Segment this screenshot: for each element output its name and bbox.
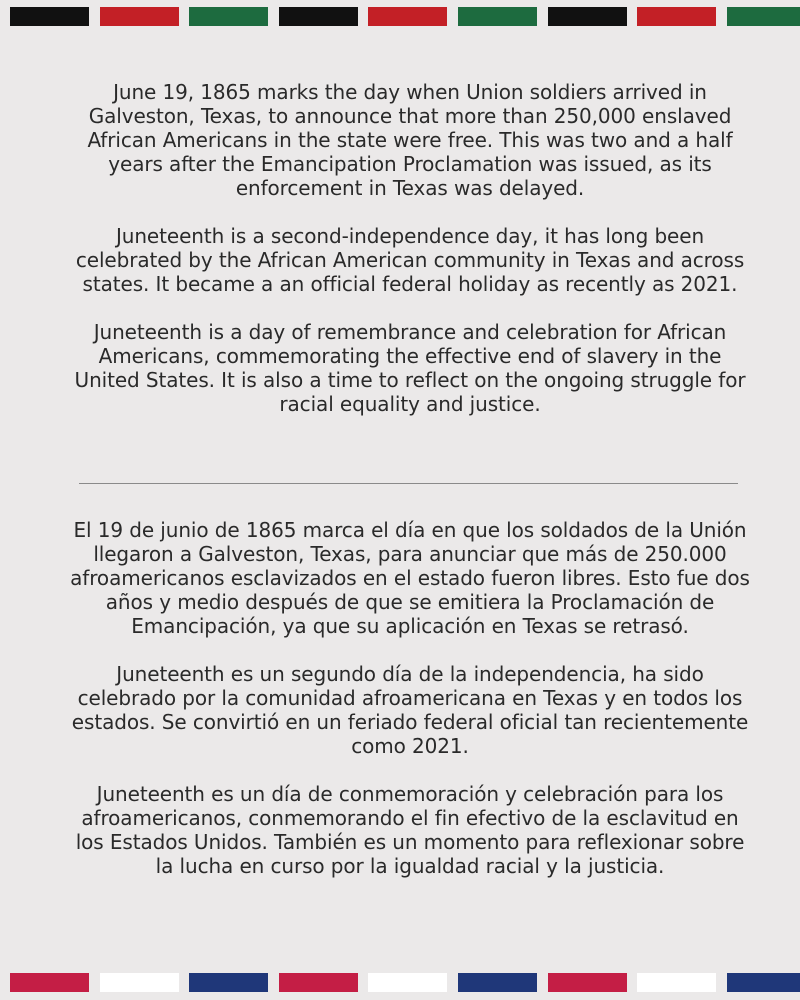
top-stripe — [189, 7, 268, 26]
top-stripe — [279, 7, 358, 26]
bottom-stripe — [368, 973, 447, 992]
english-paragraph-remembrance: Juneteenth is a day of remembrance and celebration for African Americans, commemorating the effective end of slavery in the United States. It is also a time to reflect on the ongoing struggle for racial equality and justice. — [74, 320, 746, 416]
top-stripe — [548, 7, 627, 26]
bottom-color-stripes — [0, 973, 800, 992]
spanish-paragraph-independence: Juneteenth es un segundo día de la independencia, ha sido celebrado por la comunidad afroamericana en Texas y en todos los estados. Se convirtió en un feriado federal oficial tan recientemente como 2021. — [71, 662, 749, 758]
bottom-stripe — [279, 973, 358, 992]
bottom-stripe — [727, 973, 800, 992]
bottom-stripe — [637, 973, 716, 992]
spanish-paragraph-remembrance: Juneteenth es un día de conmemoración y celebración para los afroamericanos, conmemorando el fin efectivo de la esclavitud en los Estados Unidos. También es un momento para reflexionar sobre la lucha en curso por la igualdad racial y la justicia. — [75, 782, 745, 878]
bottom-stripe — [189, 973, 268, 992]
bottom-stripe — [10, 973, 89, 992]
bottom-stripe — [458, 973, 537, 992]
top-stripe — [100, 7, 179, 26]
top-color-stripes — [0, 7, 800, 26]
bottom-stripe — [548, 973, 627, 992]
spanish-paragraph-history: El 19 de junio de 1865 marca el día en que los soldados de la Unión llegaron a Galveston, Texas, para anunciar que más de 250.000 afroamericanos esclavizados en el estado fueron libres. Esto fue dos años y medio después de que se emitiera la Proclamación de Emancipación, ya que su aplicación en Texas se retrasó. — [70, 518, 750, 638]
language-divider — [79, 483, 738, 484]
english-paragraph-independence: Juneteenth is a second-independence day, it has long been celebrated by the African American community in Texas and across states. It became a an official federal holiday as recently as 2021. — [75, 224, 745, 296]
english-paragraph-history: June 19, 1865 marks the day when Union soldiers arrived in Galveston, Texas, to announce that more than 250,000 enslaved African Americans in the state were free. This was two and a half years after the Emancipation Proclamation was issued, as its enforcement in Texas was delayed. — [87, 80, 733, 200]
spanish-text-block — [70, 518, 750, 878]
top-stripe — [368, 7, 447, 26]
top-stripe — [637, 7, 716, 26]
top-stripe — [458, 7, 537, 26]
top-stripe — [10, 7, 89, 26]
bottom-stripe — [100, 973, 179, 992]
english-text-block — [70, 80, 750, 416]
top-stripe — [727, 7, 800, 26]
